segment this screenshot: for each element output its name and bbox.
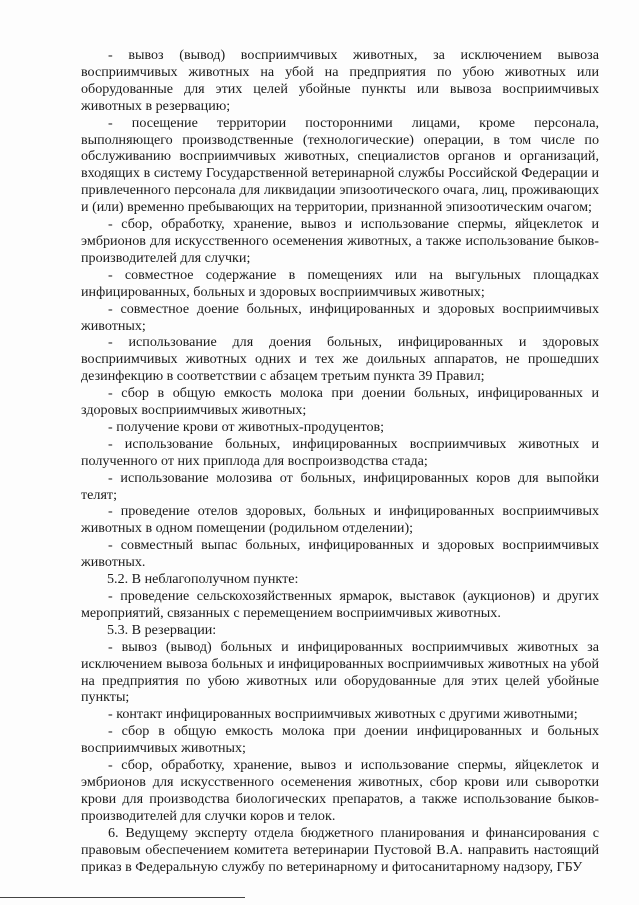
paragraph-blood-collection: - получение крови от животных-продуцентов;: [108, 418, 385, 435]
paragraph-herd-reproduction: - использование больных, инфицированных восприимчивых животных и полученного от них приплода для воспроизводства стада;: [81, 435, 599, 469]
paragraph-colostrum: - использование молозива от больных, инфицированных коров для выпойки телят;: [81, 469, 599, 503]
document-body: [81, 47, 599, 875]
paragraph-export-restriction: - вывоз (вывод) восприимчивых животных, за исключением вывоза восприимчивых животных на убой на предприятия по убою животных или оборудованные для этих целей убойные пункты или вывоза восприимчивых животных в резервацию;: [81, 47, 599, 114]
paragraph-fairs: - проведение сельскохозяйственных ярмарок, выставок (аукционов) и других мероприятий, связанных с перемещением восприимчивых животных.: [81, 588, 599, 621]
paragraph-visit-restriction: - посещение территории посторонними лицами, кроме персонала, выполняющего производственные (технологические) операции, в том числе по обслуживанию восприимчивых животных, специалистов органов и организаций, входящих в систему Государственной ветеринарной службы Российской Федерации и привлеченного персонала для ликвидации эпизоотического очага, лиц, проживающих и (или) временно пребывающих на территории, признанной эпизоотическим очагом;: [81, 114, 599, 216]
paragraph-milking-apparatus: - использование для доения больных, инфицированных и здоровых восприимчивых животных одних и тех же доильных аппаратов, не прошедших дезинфекцию в соответствии с абзацем третьим пункта 39 Правил;: [81, 334, 599, 385]
paragraph-reservation-milk: - сбор в общую емкость молока при доении инфицированных и больных восприимчивых животных;: [81, 723, 599, 757]
paragraph-reservation-sperm: - сбор, обработку, хранение, вывоз и использование спермы, яйцеклеток и эмбрионов для искусственного осеменения животных, сбор крови или сыворотки крови для производства биологических препаратов, а также использование быков-производителей для случки коров и телок.: [81, 757, 599, 824]
section-heading-5-2: 5.2. В неблагополучном пункте:: [107, 571, 299, 588]
paragraph-contact: - контакт инфицированных восприимчивых животных с другими животными;: [108, 706, 578, 723]
paragraph-grazing: - совместный выпас больных, инфицированных и здоровых восприимчивых животных.: [81, 537, 599, 571]
paragraph-reservation-export: - вывоз (вывод) больных и инфицированных восприимчивых животных за исключением вывоза больных и инфицированных восприимчивых животных на убой на предприятия по убою животных или оборудованные для этих целей убойные пункты;: [81, 638, 599, 706]
paragraph-calving: - проведение отелов здоровых, больных и инфицированных восприимчивых животных в одном помещении (родильном отделении);: [81, 503, 599, 537]
paragraph-joint-milking: - совместное доение больных, инфицированных и здоровых восприимчивых животных;: [81, 300, 599, 334]
paragraph-sperm-embryo-restriction: - сбор, обработку, хранение, вывоз и использование спермы, яйцеклеток и эмбрионов для искусственного осеменения животных, а также использование быков-производителей для случки;: [81, 216, 599, 266]
section-heading-5-3: 5.3. В резервации:: [107, 621, 217, 638]
footnote-divider: [0, 897, 245, 898]
paragraph-milk-collection: - сбор в общую емкость молока при доении больных, инфицированных и здоровых восприимчивых животных;: [81, 385, 599, 419]
paragraph-item-6: 6. Ведущему эксперту отдела бюджетного планирования и финансирования с правовым обеспечением комитета ветеринарии Пустовой В.А. направить настоящий приказ в Федеральную службу по ветеринарному и фитосанитарному надзору, ГБУ: [81, 824, 599, 875]
paragraph-joint-keeping: - совместное содержание в помещениях или на выгульных площадках инфицированных, больных и здоровых восприимчивых животных;: [81, 266, 599, 300]
